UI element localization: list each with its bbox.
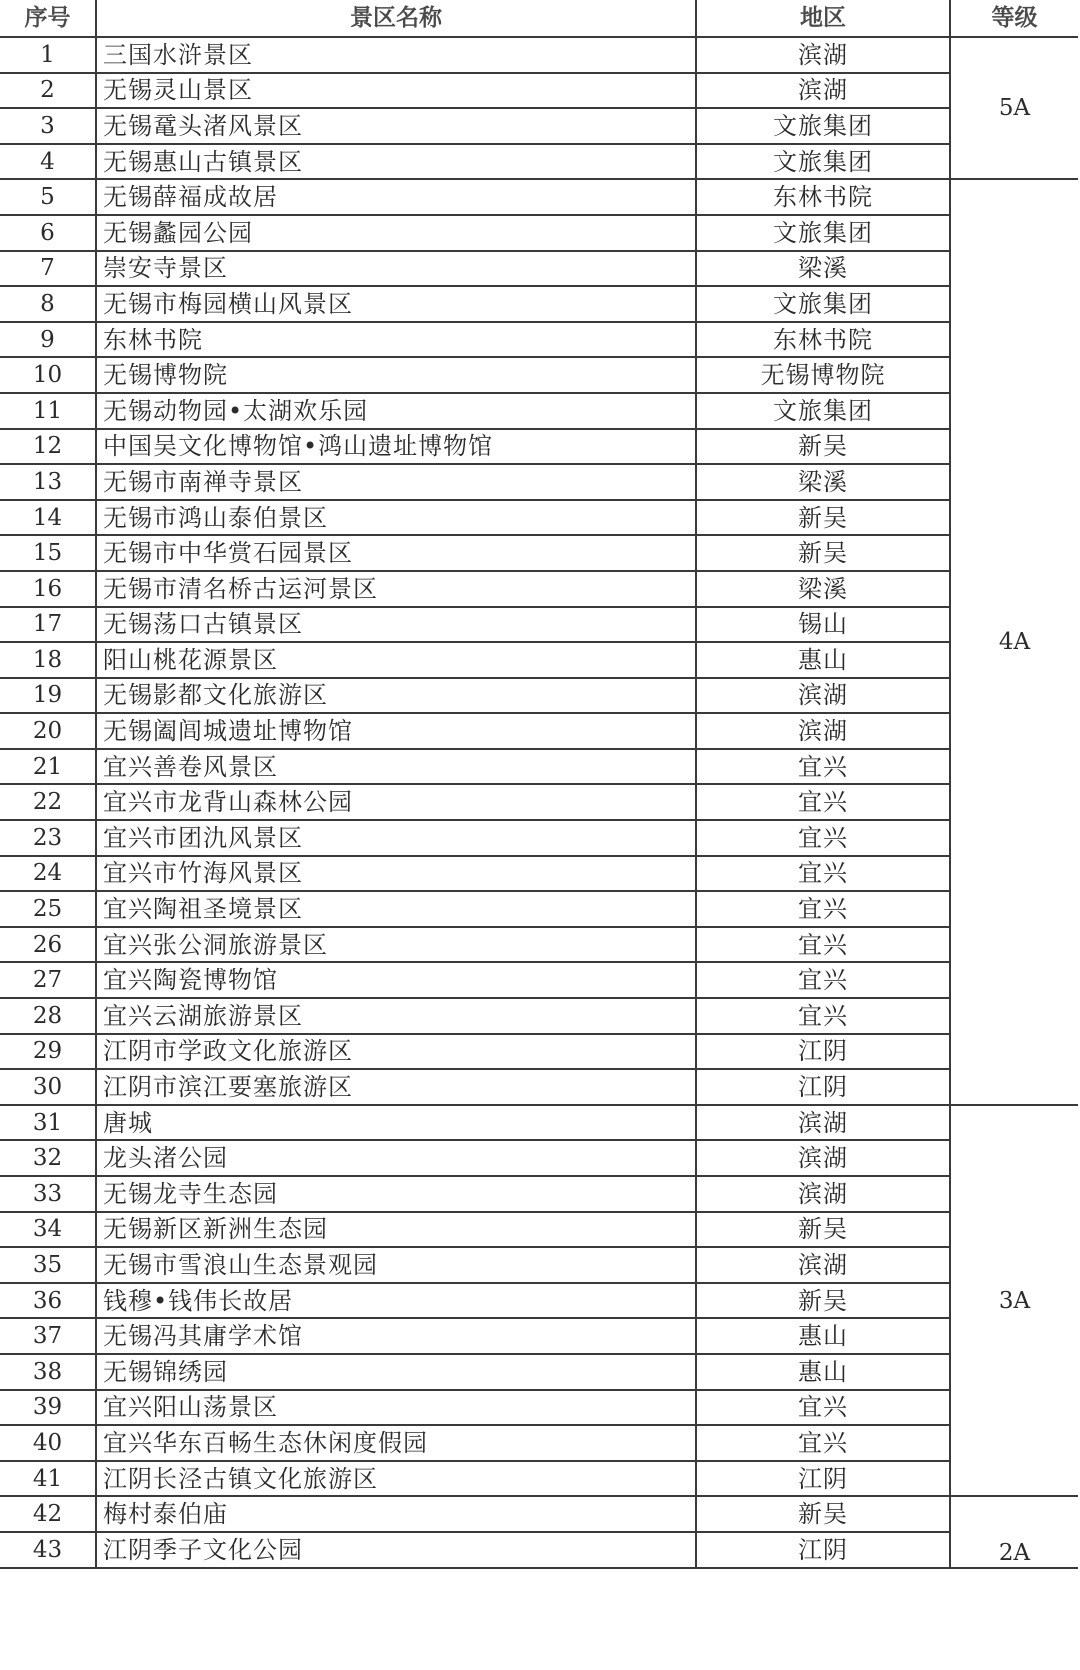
serial-number-cell: 19 xyxy=(0,678,96,714)
region-cell: 江阴 xyxy=(696,1461,950,1497)
region-cell: 宜兴 xyxy=(696,784,950,820)
scenic-name-cell: 江阴市滨江要塞旅游区 xyxy=(96,1069,696,1105)
region-cell: 宜兴 xyxy=(696,749,950,785)
serial-number-cell: 3 xyxy=(0,108,96,144)
serial-number-cell: 16 xyxy=(0,571,96,607)
scenic-name-cell: 中国吴文化博物馆•鸿山遗址博物馆 xyxy=(96,429,696,465)
table-row xyxy=(0,1247,1078,1283)
serial-number-cell: 21 xyxy=(0,749,96,785)
scenic-name-cell: 唐城 xyxy=(96,1105,696,1141)
header-grade: 等级 xyxy=(950,0,1078,37)
region-cell: 梁溪 xyxy=(696,251,950,287)
table-row xyxy=(0,1496,1078,1532)
table-row xyxy=(0,144,1078,180)
scenic-name-cell: 宜兴云湖旅游景区 xyxy=(96,998,696,1034)
region-cell: 惠山 xyxy=(696,1318,950,1354)
serial-number-cell: 41 xyxy=(0,1461,96,1497)
region-cell: 文旅集团 xyxy=(696,215,950,251)
table-row xyxy=(0,1105,1078,1141)
table-row xyxy=(0,927,1078,963)
scenic-name-cell: 无锡市中华赏石园景区 xyxy=(96,535,696,571)
table-row xyxy=(0,998,1078,1034)
region-cell: 东林书院 xyxy=(696,179,950,215)
table-row xyxy=(0,713,1078,749)
serial-number-cell: 25 xyxy=(0,891,96,927)
serial-number-cell: 9 xyxy=(0,322,96,358)
serial-number-cell: 39 xyxy=(0,1390,96,1426)
serial-number-cell: 23 xyxy=(0,820,96,856)
serial-number-cell: 11 xyxy=(0,393,96,429)
table-row xyxy=(0,393,1078,429)
region-cell: 滨湖 xyxy=(696,73,950,109)
scenic-name-cell: 无锡新区新洲生态园 xyxy=(96,1212,696,1248)
table-row xyxy=(0,1354,1078,1390)
serial-number-cell: 38 xyxy=(0,1354,96,1390)
region-cell: 新吴 xyxy=(696,1212,950,1248)
region-cell: 文旅集团 xyxy=(696,286,950,322)
serial-number-cell: 17 xyxy=(0,607,96,643)
scenic-name-cell: 宜兴善卷风景区 xyxy=(96,749,696,785)
table-row xyxy=(0,571,1078,607)
serial-number-cell: 37 xyxy=(0,1318,96,1354)
region-cell: 文旅集团 xyxy=(696,108,950,144)
region-cell: 无锡博物院 xyxy=(696,357,950,393)
serial-number-cell: 15 xyxy=(0,535,96,571)
scenic-name-cell: 无锡薛福成故居 xyxy=(96,179,696,215)
grade-cell: 5A xyxy=(950,37,1078,179)
serial-number-cell: 35 xyxy=(0,1247,96,1283)
region-cell: 江阴 xyxy=(696,1069,950,1105)
scenic-name-cell: 无锡影都文化旅游区 xyxy=(96,678,696,714)
scenic-name-cell: 宜兴华东百畅生态休闲度假园 xyxy=(96,1425,696,1461)
scenic-name-cell: 无锡锦绣园 xyxy=(96,1354,696,1390)
region-cell: 滨湖 xyxy=(696,1140,950,1176)
serial-number-cell: 30 xyxy=(0,1069,96,1105)
scenic-name-cell: 无锡动物园•太湖欢乐园 xyxy=(96,393,696,429)
header-scenic-name: 景区名称 xyxy=(96,0,696,37)
table-row xyxy=(0,37,1078,73)
region-cell: 新吴 xyxy=(696,500,950,536)
table-row xyxy=(0,357,1078,393)
table-row xyxy=(0,1069,1078,1105)
scenic-name-cell: 宜兴阳山荡景区 xyxy=(96,1390,696,1426)
region-cell: 宜兴 xyxy=(696,927,950,963)
serial-number-cell: 2 xyxy=(0,73,96,109)
region-cell: 江阴 xyxy=(696,1034,950,1070)
serial-number-cell: 20 xyxy=(0,713,96,749)
serial-number-cell: 32 xyxy=(0,1140,96,1176)
region-cell: 滨湖 xyxy=(696,678,950,714)
region-cell: 宜兴 xyxy=(696,891,950,927)
region-cell: 宜兴 xyxy=(696,998,950,1034)
serial-number-cell: 31 xyxy=(0,1105,96,1141)
scenic-name-cell: 无锡灵山景区 xyxy=(96,73,696,109)
region-cell: 惠山 xyxy=(696,642,950,678)
scenic-name-cell: 江阴长泾古镇文化旅游区 xyxy=(96,1461,696,1497)
scenic-name-cell: 无锡鼋头渚风景区 xyxy=(96,108,696,144)
scenic-name-cell: 宜兴市竹海风景区 xyxy=(96,856,696,892)
region-cell: 宜兴 xyxy=(696,962,950,998)
scenic-name-cell: 无锡市雪浪山生态景观园 xyxy=(96,1247,696,1283)
grade-cell: 3A xyxy=(950,1105,1078,1497)
serial-number-cell: 29 xyxy=(0,1034,96,1070)
region-cell: 宜兴 xyxy=(696,1390,950,1426)
table-row xyxy=(0,535,1078,571)
scenic-name-cell: 无锡市南禅寺景区 xyxy=(96,464,696,500)
table-row xyxy=(0,784,1078,820)
scenic-name-cell: 无锡阖闾城遗址博物馆 xyxy=(96,713,696,749)
table-row xyxy=(0,891,1078,927)
serial-number-cell: 4 xyxy=(0,144,96,180)
table-row xyxy=(0,286,1078,322)
region-cell: 滨湖 xyxy=(696,1105,950,1141)
table-row xyxy=(0,1212,1078,1248)
table-row xyxy=(0,642,1078,678)
scenic-name-cell: 无锡惠山古镇景区 xyxy=(96,144,696,180)
serial-number-cell: 27 xyxy=(0,962,96,998)
table-row xyxy=(0,322,1078,358)
scenic-name-cell: 宜兴陶祖圣境景区 xyxy=(96,891,696,927)
scenic-name-cell: 钱穆•钱伟长故居 xyxy=(96,1283,696,1319)
scenic-name-cell: 无锡市清名桥古运河景区 xyxy=(96,571,696,607)
table-row xyxy=(0,1140,1078,1176)
table-row xyxy=(0,1176,1078,1212)
header-row xyxy=(0,0,1078,37)
table-row xyxy=(0,962,1078,998)
region-cell: 新吴 xyxy=(696,1496,950,1532)
table-row xyxy=(0,856,1078,892)
scenic-name-cell: 江阴市学政文化旅游区 xyxy=(96,1034,696,1070)
serial-number-cell: 12 xyxy=(0,429,96,465)
serial-number-cell: 36 xyxy=(0,1283,96,1319)
table-row xyxy=(0,179,1078,215)
serial-number-cell: 8 xyxy=(0,286,96,322)
scenic-name-cell: 无锡市梅园横山风景区 xyxy=(96,286,696,322)
scenic-name-cell: 崇安寺景区 xyxy=(96,251,696,287)
scenic-name-cell: 梅村泰伯庙 xyxy=(96,1496,696,1532)
table-row xyxy=(0,429,1078,465)
region-cell: 滨湖 xyxy=(696,37,950,73)
scenic-name-cell: 无锡市鸿山泰伯景区 xyxy=(96,500,696,536)
region-cell: 梁溪 xyxy=(696,571,950,607)
table-row xyxy=(0,749,1078,785)
serial-number-cell: 26 xyxy=(0,927,96,963)
region-cell: 梁溪 xyxy=(696,464,950,500)
serial-number-cell: 24 xyxy=(0,856,96,892)
serial-number-cell: 14 xyxy=(0,500,96,536)
region-cell: 锡山 xyxy=(696,607,950,643)
table-row xyxy=(0,1283,1078,1319)
scenic-name-cell: 宜兴张公洞旅游景区 xyxy=(96,927,696,963)
scenic-name-cell: 无锡蠡园公园 xyxy=(96,215,696,251)
table-row xyxy=(0,1390,1078,1426)
scenic-name-cell: 宜兴市龙背山森林公园 xyxy=(96,784,696,820)
scenic-name-cell: 阳山桃花源景区 xyxy=(96,642,696,678)
scenic-name-cell: 无锡冯其庸学术馆 xyxy=(96,1318,696,1354)
table-row xyxy=(0,820,1078,856)
region-cell: 惠山 xyxy=(696,1354,950,1390)
table-row xyxy=(0,73,1078,109)
table-row xyxy=(0,1461,1078,1497)
region-cell: 新吴 xyxy=(696,429,950,465)
region-cell: 宜兴 xyxy=(696,1425,950,1461)
region-cell: 文旅集团 xyxy=(696,144,950,180)
scenic-name-cell: 宜兴陶瓷博物馆 xyxy=(96,962,696,998)
scenic-name-cell: 无锡荡口古镇景区 xyxy=(96,607,696,643)
table-row xyxy=(0,464,1078,500)
table-row xyxy=(0,607,1078,643)
table-row xyxy=(0,251,1078,287)
serial-number-cell: 22 xyxy=(0,784,96,820)
header-region: 地区 xyxy=(696,0,950,37)
region-cell: 江阴 xyxy=(696,1532,950,1568)
table-row xyxy=(0,500,1078,536)
region-cell: 宜兴 xyxy=(696,820,950,856)
serial-number-cell: 18 xyxy=(0,642,96,678)
serial-number-cell: 43 xyxy=(0,1532,96,1568)
table-row xyxy=(0,1318,1078,1354)
region-cell: 文旅集团 xyxy=(696,393,950,429)
scenic-name-cell: 无锡博物院 xyxy=(96,357,696,393)
region-cell: 宜兴 xyxy=(696,856,950,892)
header-serial-number: 序号 xyxy=(0,0,96,37)
serial-number-cell: 1 xyxy=(0,37,96,73)
table-row xyxy=(0,678,1078,714)
region-cell: 滨湖 xyxy=(696,713,950,749)
scenic-name-cell: 三国水浒景区 xyxy=(96,37,696,73)
grade-cell: 4A xyxy=(950,179,1078,1104)
scenic-name-cell: 江阴季子文化公园 xyxy=(96,1532,696,1568)
region-cell: 新吴 xyxy=(696,535,950,571)
scenic-name-cell: 无锡龙寺生态园 xyxy=(96,1176,696,1212)
serial-number-cell: 34 xyxy=(0,1212,96,1248)
region-cell: 东林书院 xyxy=(696,322,950,358)
region-cell: 滨湖 xyxy=(696,1176,950,1212)
table-row xyxy=(0,215,1078,251)
table-row xyxy=(0,1034,1078,1070)
serial-number-cell: 7 xyxy=(0,251,96,287)
serial-number-cell: 33 xyxy=(0,1176,96,1212)
table-row xyxy=(0,1425,1078,1461)
serial-number-cell: 40 xyxy=(0,1425,96,1461)
grade-cell: 2A xyxy=(950,1496,1078,1567)
region-cell: 新吴 xyxy=(696,1283,950,1319)
serial-number-cell: 28 xyxy=(0,998,96,1034)
table-body xyxy=(0,37,1078,1568)
serial-number-cell: 6 xyxy=(0,215,96,251)
region-cell: 滨湖 xyxy=(696,1247,950,1283)
serial-number-cell: 5 xyxy=(0,179,96,215)
table-row xyxy=(0,108,1078,144)
scenic-name-cell: 龙头渚公园 xyxy=(96,1140,696,1176)
table-row xyxy=(0,1532,1078,1568)
serial-number-cell: 13 xyxy=(0,464,96,500)
scenic-name-cell: 东林书院 xyxy=(96,322,696,358)
serial-number-cell: 42 xyxy=(0,1496,96,1532)
serial-number-cell: 10 xyxy=(0,357,96,393)
scenic-name-cell: 宜兴市团氿风景区 xyxy=(96,820,696,856)
